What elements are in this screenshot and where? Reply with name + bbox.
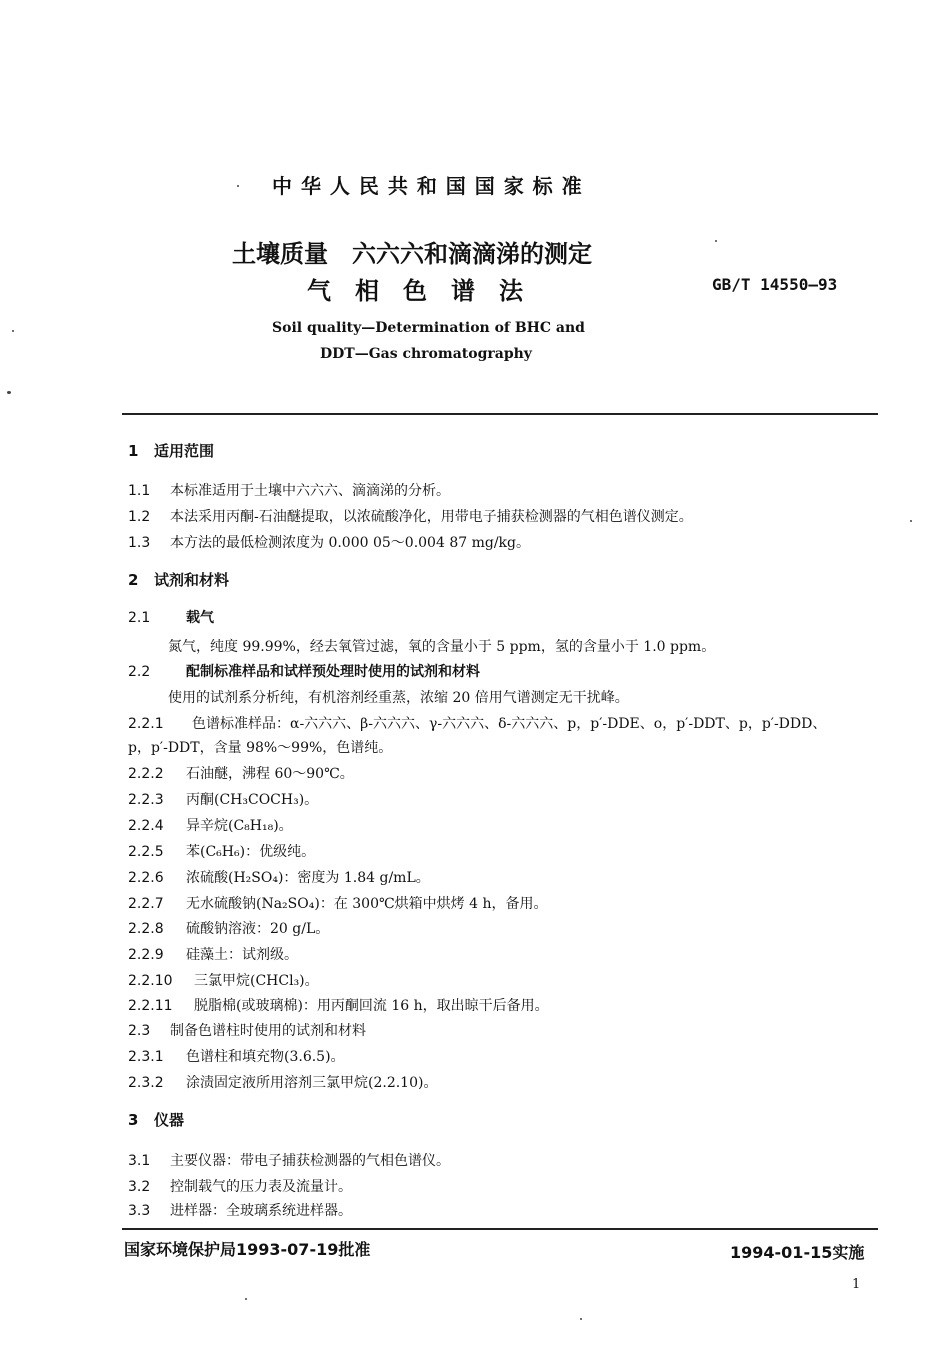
clause-text: 色谱标准样品：α-六六六、β-六六六、γ-六六六、δ-六六六、p，p′-DDE、o，p′-DDT、p，p′-DDD、 xyxy=(192,716,827,732)
clause-text: 配制标准样品和试样预处理时使用的试剂和材料 xyxy=(186,664,480,680)
scan-speck xyxy=(715,240,717,242)
clause-text: 使用的试剂系分析纯，有机溶剂经重蒸，浓缩 20 倍用气谱测定无干扰峰。 xyxy=(168,690,629,706)
section-s3-3 xyxy=(128,1200,352,1220)
section-s2-2-body xyxy=(168,687,629,707)
section-s2-3 xyxy=(128,1020,366,1040)
footer-divider xyxy=(122,1228,878,1230)
section-s2-2-1-cont xyxy=(128,737,392,757)
section-s2-2-2 xyxy=(128,763,354,783)
section-s3-1 xyxy=(128,1150,450,1170)
page-number: 1 xyxy=(852,1277,861,1292)
document-title-line1: 土壤质量 六六六和滴滴涕的测定 xyxy=(232,240,592,268)
clause-number: 2.3.2 xyxy=(128,1075,164,1091)
clause-text: 硅藻土：试剂级。 xyxy=(186,947,298,963)
section-s2-2-6 xyxy=(128,867,430,887)
section-s2 xyxy=(128,569,229,590)
section-s1-2 xyxy=(128,506,693,526)
clause-number: 1.3 xyxy=(128,535,151,551)
english-title-line2: DDT—Gas chromatography xyxy=(320,346,532,362)
clause-text: 异辛烷(C₈H₁₈)。 xyxy=(186,818,293,834)
section-s2-2-10 xyxy=(128,970,319,990)
section-s2-3-1 xyxy=(128,1046,345,1066)
section-s2-2-7 xyxy=(128,893,547,913)
clause-number: 2.1 xyxy=(128,610,151,626)
clause-number: 2.2.11 xyxy=(128,998,173,1014)
clause-number: 2 xyxy=(128,571,139,589)
scan-speck xyxy=(580,1318,582,1320)
clause-text: p，p′-DDT，含量 98%～99%，色谱纯。 xyxy=(128,740,393,756)
clause-number: 1.2 xyxy=(128,509,151,525)
clause-number: 2.3.1 xyxy=(128,1049,164,1065)
clause-text: 本方法的最低检测浓度为 0.000 05～0.004 87 mg/kg。 xyxy=(170,535,530,551)
clause-text: 脱脂棉(或玻璃棉)：用丙酮回流 16 h，取出晾干后备用。 xyxy=(194,998,549,1014)
section-s2-3-2 xyxy=(128,1072,437,1092)
clause-number: 2.2.1 xyxy=(128,716,164,732)
clause-text: 无水硫酸钠(Na₂SO₄)：在 300℃烘箱中烘烤 4 h，备用。 xyxy=(186,896,548,912)
clause-text: 硫酸钠溶液：20 g/L。 xyxy=(186,921,330,937)
section-s1-3 xyxy=(128,532,530,552)
clause-number: 2.2.4 xyxy=(128,818,164,834)
section-s3-2 xyxy=(128,1176,352,1196)
scan-speck xyxy=(7,391,11,394)
clause-text: 主要仪器：带电子捕获检测器的气相色谱仪。 xyxy=(170,1153,450,1169)
clause-text: 石油醚，沸程 60～90℃。 xyxy=(186,766,354,782)
clause-text: 丙酮(CH₃COCH₃)。 xyxy=(186,792,319,808)
clause-text: 控制载气的压力表及流量计。 xyxy=(170,1179,352,1195)
clause-number: 2.2 xyxy=(128,664,151,680)
section-s2-2-9 xyxy=(128,944,298,964)
section-s2-2-4 xyxy=(128,815,293,835)
section-s2-2-11 xyxy=(128,995,549,1015)
national-standard-heading: 中 华 人 民 共 和 国 国 家 标 准 xyxy=(272,174,583,198)
clause-number: 3 xyxy=(128,1111,139,1129)
scan-speck xyxy=(245,1298,247,1300)
clause-text: 苯(C₆H₆)：优级纯。 xyxy=(186,844,316,860)
section-s3 xyxy=(128,1109,184,1130)
scan-speck xyxy=(12,330,14,332)
clause-text: 浓硫酸(H₂SO₄)：密度为 1.84 g/mL。 xyxy=(186,870,430,886)
clause-number: 2.2.10 xyxy=(128,973,173,989)
clause-text: 三氯甲烷(CHCl₃)。 xyxy=(194,973,319,989)
standard-number: GB/T 14550—93 xyxy=(712,275,838,294)
clause-number: 2.2.5 xyxy=(128,844,164,860)
clause-text: 本法采用丙酮-石油醚提取，以浓硫酸净化，用带电子捕获检测器的气相色谱仪测定。 xyxy=(170,509,693,525)
clause-text: 进样器：全玻璃系统进样器。 xyxy=(170,1203,352,1219)
section-s2-2-1 xyxy=(128,713,826,733)
clause-number: 2.2.8 xyxy=(128,921,164,937)
scan-speck xyxy=(237,185,239,187)
section-s2-1 xyxy=(128,607,214,627)
section-s2-2-8 xyxy=(128,918,329,938)
section-heading: 试剂和材料 xyxy=(154,571,230,589)
clause-number: 2.2.2 xyxy=(128,766,164,782)
clause-text: 色谱柱和填充物(3.6.5)。 xyxy=(186,1049,345,1065)
clause-number: 2.3 xyxy=(128,1023,151,1039)
section-s1-1 xyxy=(128,480,450,500)
clause-text: 涂渍固定液所用溶剂三氯甲烷(2.2.10)。 xyxy=(186,1075,438,1091)
scan-speck xyxy=(910,520,912,522)
clause-number: 2.2.3 xyxy=(128,792,164,808)
clause-number: 1 xyxy=(128,442,139,460)
section-heading: 仪器 xyxy=(154,1111,185,1129)
section-s2-1-body xyxy=(168,636,715,656)
effective-date: 1994-01-15实施 xyxy=(730,1243,865,1262)
header-divider xyxy=(122,413,878,415)
clause-text: 氮气，纯度 99.99%，经去氧管过滤，氧的含量小于 5 ppm，氢的含量小于 1.0 ppm。 xyxy=(168,639,716,655)
clause-number: 2.2.6 xyxy=(128,870,164,886)
english-title-line1: Soil quality—Determination of BHC and xyxy=(272,320,585,336)
clause-text: 本标准适用于土壤中六六六、滴滴涕的分析。 xyxy=(170,483,450,499)
clause-number: 3.1 xyxy=(128,1153,151,1169)
clause-text: 制备色谱柱时使用的试剂和材料 xyxy=(170,1023,366,1039)
section-s2-2-3 xyxy=(128,789,318,809)
section-s2-2 xyxy=(128,661,480,681)
clause-text: 载气 xyxy=(186,610,214,626)
clause-number: 2.2.7 xyxy=(128,896,164,912)
section-heading: 适用范围 xyxy=(154,442,215,460)
approval-line: 国家环境保护局1993-07-19批准 xyxy=(124,1240,371,1259)
section-s2-2-5 xyxy=(128,841,315,861)
clause-number: 3.3 xyxy=(128,1203,151,1219)
clause-number: 3.2 xyxy=(128,1179,151,1195)
clause-number: 2.2.9 xyxy=(128,947,164,963)
clause-number: 1.1 xyxy=(128,483,151,499)
document-title-line2: 气 相 色 谱 法 xyxy=(307,277,523,305)
section-s1 xyxy=(128,440,214,461)
